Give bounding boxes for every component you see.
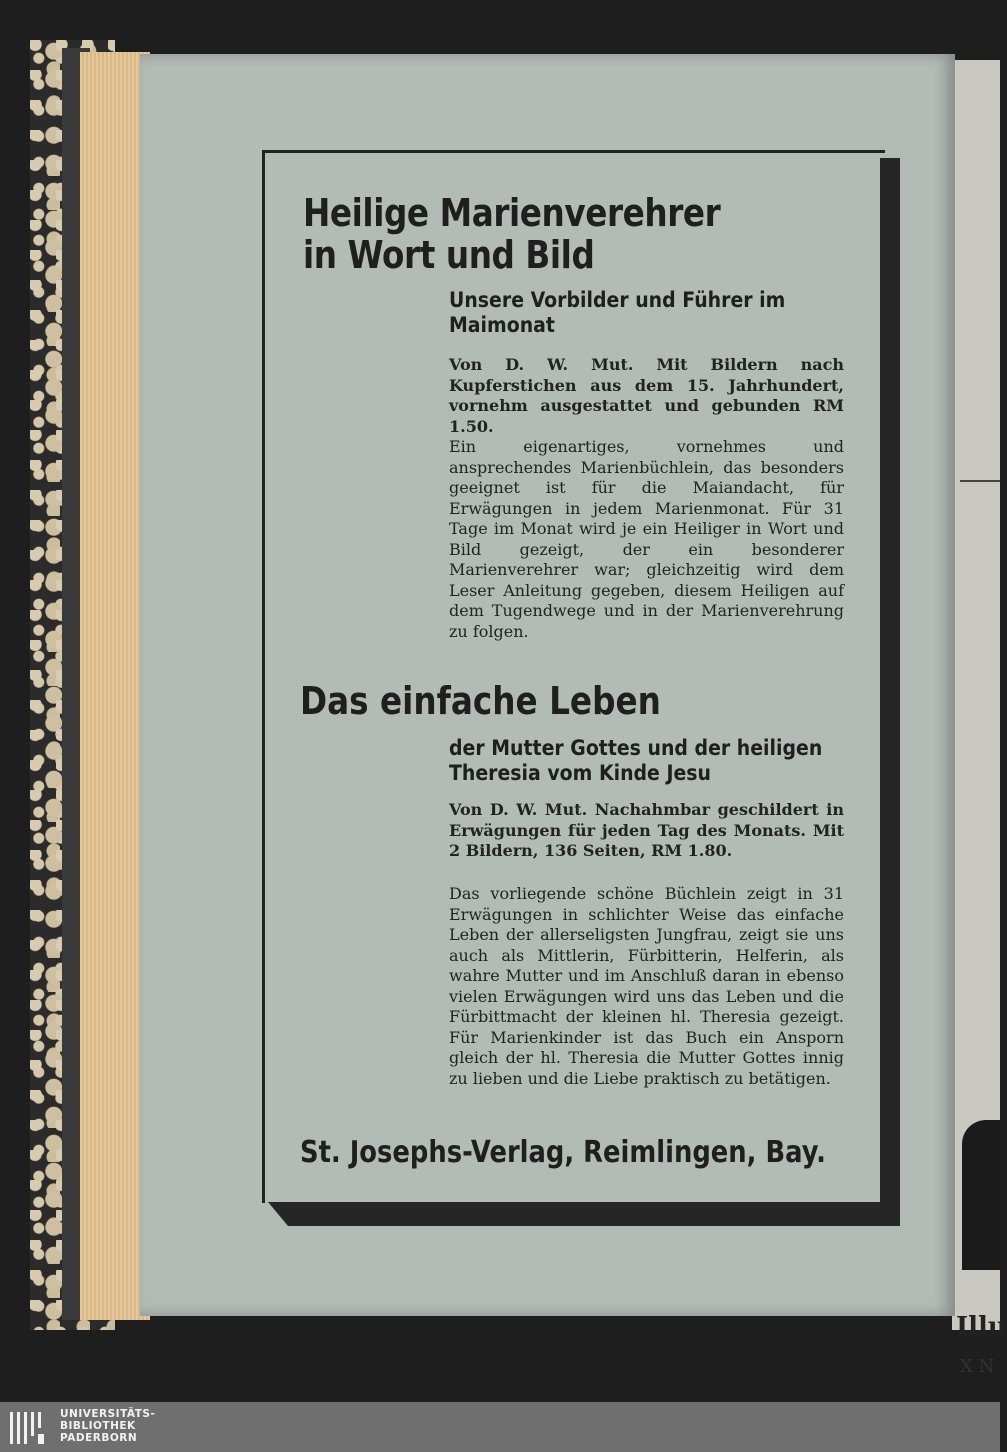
library-logo-icon: [8, 1410, 48, 1446]
frame-shadow-right: [880, 158, 900, 1226]
facing-page: [952, 60, 1007, 1377]
library-name: [60, 1408, 155, 1444]
ad1-title: [303, 192, 785, 276]
facing-page-text: Illu: [956, 1312, 1007, 1342]
library-name-line1: UNIVERSITÄTS-: [60, 1408, 156, 1420]
ad2-description: Das vorliegende schöne Büchlein zeigt in 31 Erwägungen in schlichter Weise das einfache Leben der allerseligsten Jungfrau, zeigt sie uns auch als Mittlerin, Fürbitterin, Helferin, als wahre Mutter und im Anschluß daran in ebenso vielen Erwägungen wird uns das Leben und die Fürbittmacht der kleinen hl. Theresia gezeigt. Für Marienkinder ist das Buch ein Ansporn gleich der hl. Theresia die Mutter Gottes innig zu lieben und die Liebe praktisch zu betätigen.: [449, 884, 844, 1088]
ad1-details: Von D. W. Mut. Mit Bildern nach Kupferstichen aus dem 15. Jahrhundert, vornehm ausgestattet und gebunden RM 1.50.: [449, 355, 844, 436]
ad1-title-line1: Heilige Marienverehrer: [303, 191, 721, 235]
library-name-line3: PADERBORN: [60, 1432, 138, 1444]
facing-page-rule: [960, 480, 1000, 482]
ad2-title: Das einfache Leben: [300, 679, 661, 723]
facing-page-text-2: X N: [960, 1356, 995, 1377]
ad1-subtitle: Unsere Vorbilder und Führer im Maimonat: [449, 288, 786, 337]
publisher-line: St. Josephs-Verlag, Reimlingen, Bay.: [300, 1135, 826, 1170]
library-footer: [0, 1402, 1000, 1452]
frame-shadow-bottom: [268, 1202, 900, 1226]
ad2-details: Von D. W. Mut. Nachahmbar geschildert in Erwägungen für jeden Tag des Monats. Mit 2 Bildern, 136 Seiten, RM 1.80.: [449, 800, 844, 860]
ad2-subtitle: der Mutter Gottes und der heiligen Theresia vom Kinde Jesu: [449, 736, 823, 785]
ad1-title-line2: in Wort und Bild: [303, 233, 595, 277]
library-name-line2: BIBLIOTHEK: [60, 1420, 136, 1432]
ad1-description: Ein eigenartiges, vornehmes und ansprechendes Marienbüchlein, das besonders geeignet ist für die Maiandacht, für Erwägungen in jedem Marienmonat. Für 31 Tage im Monat wird je ein Heiliger in Wort und Bild gezeigt, der ein besonderer Marienverehrer war; gleichzeitig wird dem Leser Anleitung gegeben, diesem Heiligen auf dem Tugendwege und in der Marienverehrung zu folgen.: [449, 437, 844, 641]
facing-page-illustration: [962, 1120, 1000, 1270]
